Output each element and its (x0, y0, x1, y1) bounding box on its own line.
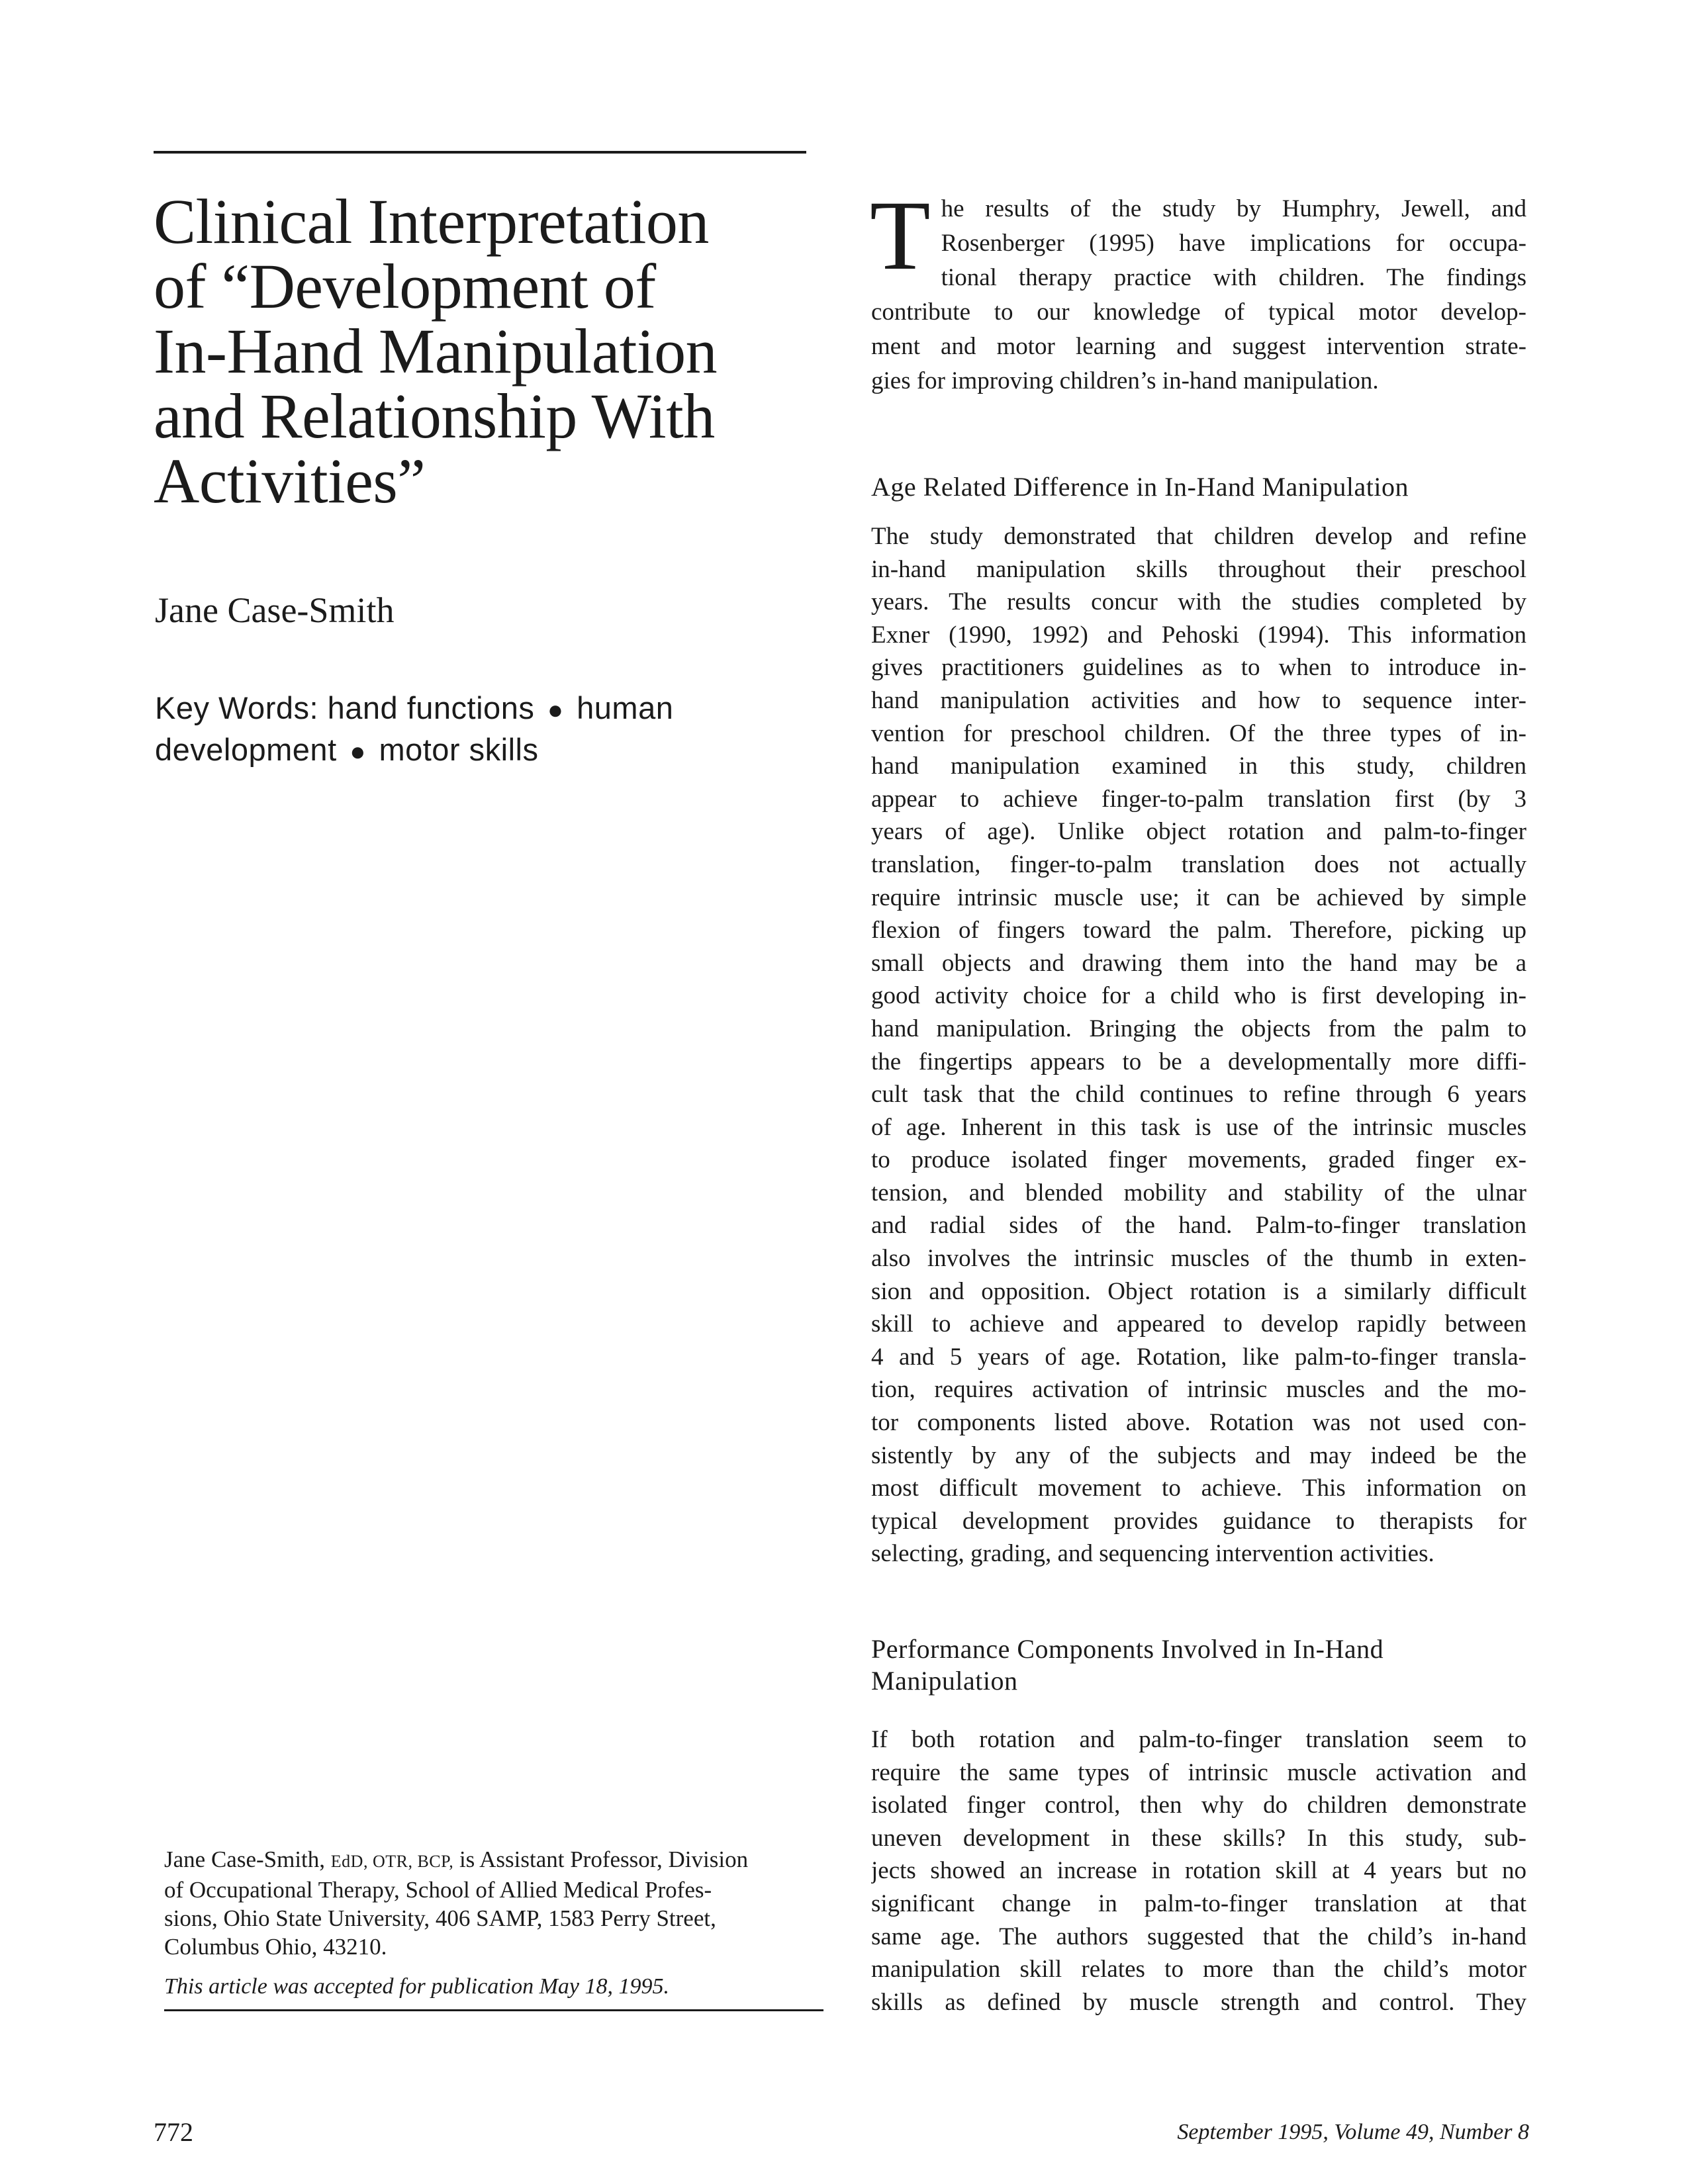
bullet-icon: ● (547, 696, 564, 725)
author-affiliation (164, 1845, 820, 1961)
body-line: most difficult movement to achieve. This information on (871, 1475, 1526, 1502)
section-body-performance-components (871, 1723, 1526, 2019)
body-line: If both rotation and palm-to-finger translation seem to (871, 1726, 1526, 1753)
keywords-text: motor skills (379, 732, 539, 767)
bullet-icon: ● (350, 737, 366, 766)
intro-line: Rosenberger (1995) have implications for occupa- (941, 230, 1526, 257)
intro-line: he results of the study by Humphry, Jewell, and (941, 195, 1526, 222)
intro-line: contribute to our knowledge of typical motor develop- (871, 298, 1526, 326)
intro-line: ment and motor learning and suggest intervention strate- (871, 333, 1526, 360)
title-top-rule (154, 151, 806, 154)
body-line: gives practitioners guidelines as to when to introduce in- (871, 654, 1526, 682)
body-line: to produce isolated finger movements, graded finger ex- (871, 1146, 1526, 1174)
body-line: good activity choice for a child who is first developing in- (871, 982, 1526, 1010)
body-line: of age. Inherent in this task is use of the intrinsic muscles (871, 1113, 1526, 1141)
body-line: Exner (1990, 1992) and Pehoski (1994). This information (871, 621, 1526, 649)
title-line: of “Development of (154, 251, 656, 322)
body-line: require the same types of intrinsic muscle activation and (871, 1758, 1526, 1786)
body-line: same age. The authors suggested that the child’s in-hand (871, 1923, 1526, 1950)
drop-cap: T (870, 181, 931, 291)
body-line: the fingertips appears to be a developmentally more diffi- (871, 1048, 1526, 1075)
body-line: hand manipulation. Bringing the objects from the palm to (871, 1015, 1526, 1042)
body-line: 4 and 5 years of age. Rotation, like palm-to-finger transla- (871, 1343, 1526, 1371)
body-line: skill to achieve and appeared to develop rapidly between (871, 1310, 1526, 1338)
affiliation-line (164, 1845, 820, 1876)
body-line: isolated finger control, then why do children demonstrate (871, 1792, 1526, 1819)
heading-line: Manipulation (871, 1666, 1018, 1696)
body-line: uneven development in these skills? In this study, sub- (871, 1824, 1526, 1852)
body-line: translation, finger-to-palm translation does not actually (871, 850, 1526, 878)
affiliation-credentials: EdD, OTR, BCP, (330, 1852, 454, 1871)
body-line: skills as defined by muscle strength and control. They (871, 1988, 1526, 2016)
acceptance-rule (164, 2009, 823, 2011)
body-line: require intrinsic muscle use; it can be achieved by simple (871, 884, 1526, 911)
title-line: and Relationship With (154, 381, 715, 451)
affiliation-name: Jane Case-Smith, (164, 1846, 326, 1872)
acceptance-note: This article was accepted for publication May 18, 1995. (164, 1974, 670, 1999)
article-title (154, 186, 816, 516)
body-line: sion and opposition. Object rotation is a similarly difficult (871, 1277, 1526, 1305)
author-name: Jane Case-Smith (155, 590, 395, 630)
affiliation-text: is Assistant Professor, Division (459, 1846, 749, 1872)
body-line: small objects and drawing them into the hand may be a (871, 949, 1526, 977)
title-line: In-Hand Manipulation (154, 316, 718, 387)
keywords-text: human (577, 690, 674, 725)
title-line: Activities” (154, 445, 426, 516)
keywords-text: development (155, 732, 337, 767)
body-line: tion, requires activation of intrinsic muscles and the mo- (871, 1376, 1526, 1404)
intro-line: gies for improving children’s in-hand manipulation. (871, 367, 1379, 394)
body-line: flexion of fingers toward the palm. Therefore, picking up (871, 917, 1526, 944)
keywords-line (155, 688, 751, 730)
body-line: hand manipulation examined in this study, children (871, 752, 1526, 780)
body-line: The study demonstrated that children develop and refine (871, 523, 1526, 550)
body-line: sistently by any of the subjects and may indeed be the (871, 1441, 1526, 1469)
body-line: also involves the intrinsic muscles of the thumb in exten- (871, 1245, 1526, 1273)
affiliation-line: of Occupational Therapy, School of Allied Medical Profes- (164, 1877, 712, 1903)
intro-line: tional therapy practice with children. The findings (941, 264, 1526, 291)
body-line: selecting, grading, and sequencing intervention activities. (871, 1540, 1434, 1568)
body-line: tension, and blended mobility and stability of the ulnar (871, 1179, 1526, 1206)
body-line: manipulation skill relates to more than the child’s motor (871, 1956, 1526, 1983)
intro-paragraph (870, 181, 1526, 398)
section-body-age-difference (871, 520, 1526, 1570)
body-line: years of age). Unlike object rotation and palm-to-finger (871, 818, 1526, 846)
body-line: jects showed an increase in rotation skill at 4 years but no (871, 1857, 1526, 1885)
body-line: cult task that the child continues to refine through 6 years (871, 1081, 1526, 1109)
heading-line: Performance Components Involved in In-Hand (871, 1634, 1384, 1664)
body-line: years. The results concur with the studies completed by (871, 588, 1526, 616)
title-line: Clinical Interpretation (154, 186, 709, 257)
heading-line: Age Related Difference in In-Hand Manipulation (871, 472, 1409, 502)
page-number: 772 (154, 2117, 193, 2147)
body-line: hand manipulation activities and how to sequence inter- (871, 686, 1526, 714)
affiliation-line: Columbus Ohio, 43210. (164, 1934, 387, 1960)
keywords-line (155, 730, 751, 772)
journal-citation: September 1995, Volume 49, Number 8 (1177, 2120, 1529, 2144)
keywords-text: Key Words: hand functions (155, 690, 535, 725)
section-heading-performance-components (871, 1633, 1526, 1697)
body-line: typical development provides guidance to therapists for (871, 1507, 1526, 1535)
body-line: vention for preschool children. Of the three types of in- (871, 719, 1526, 747)
body-line: appear to achieve finger-to-palm translation first (by 3 (871, 785, 1526, 813)
body-line: in-hand manipulation skills throughout their preschool (871, 555, 1526, 583)
body-line: tor components listed above. Rotation was not used con- (871, 1409, 1526, 1437)
body-line: and radial sides of the hand. Palm-to-finger translation (871, 1212, 1526, 1240)
section-heading-age-difference (871, 471, 1526, 503)
keywords (155, 688, 751, 772)
affiliation-line: sions, Ohio State University, 406 SAMP, 1583 Perry Street, (164, 1905, 716, 1931)
body-line: significant change in palm-to-finger translation at that (871, 1889, 1526, 1917)
